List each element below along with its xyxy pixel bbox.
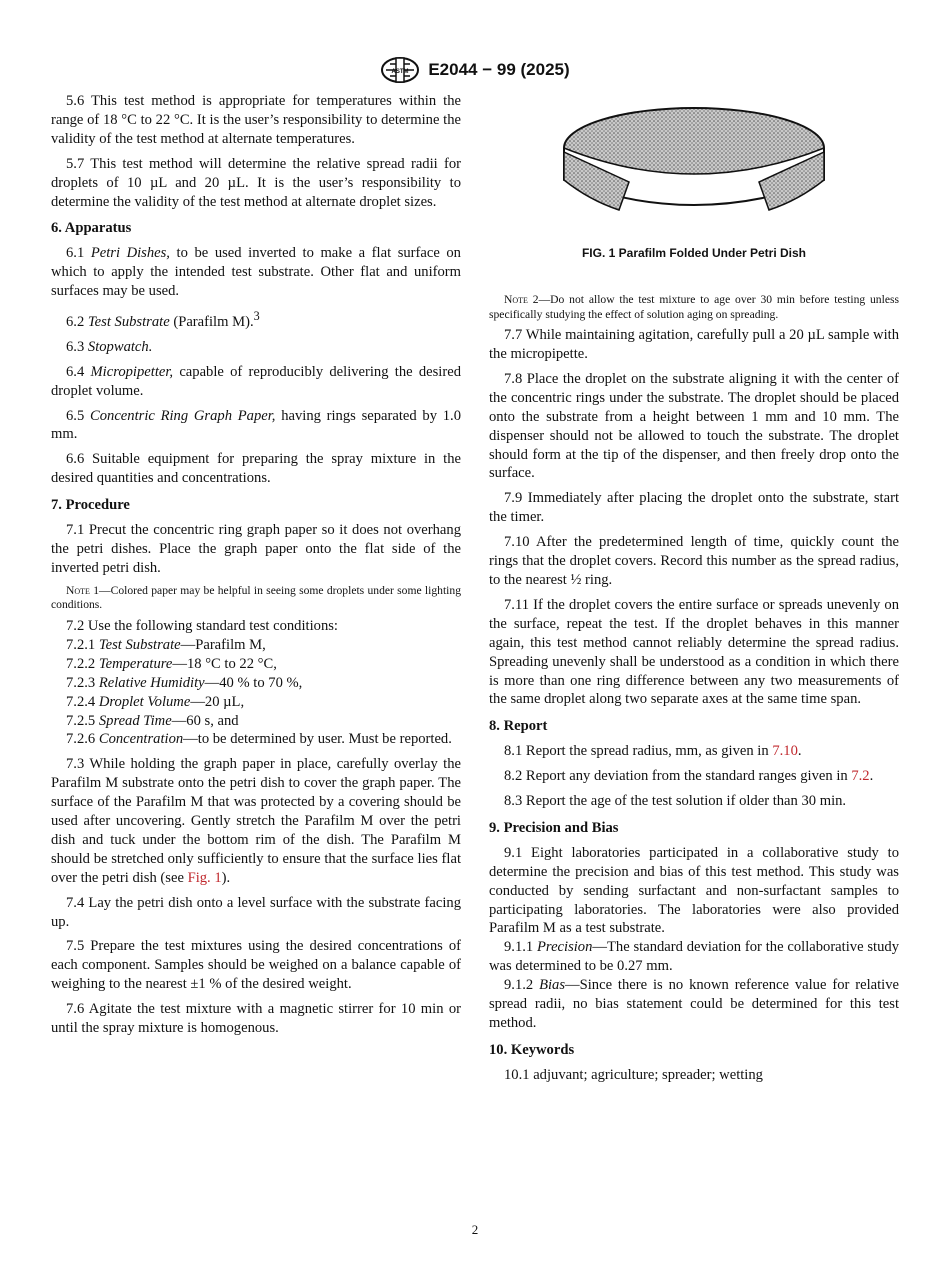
fig-1-link[interactable]: Fig. 1 <box>187 869 222 886</box>
paragraph-9-1-1: 9.1.1 Precision—The standard deviation for the collaborative study was determined to be 0.27 mm. <box>489 939 899 975</box>
paragraph-9-1: 9.1 Eight laboratories participated in a collaborative study to determine the precision and bias of this test method. This study was conducted by sending surfactant and non-surfactant samples to participating laboratories. The laboratories were also provided Parafilm M as a test substrate. <box>489 844 899 937</box>
paragraph-7-2: 7.2 Use the following standard test conditions: <box>66 617 338 634</box>
ref-7-2-link[interactable]: 7.2 <box>851 768 870 785</box>
paragraph-9-1-2: 9.1.2 Bias—Since there is no known reference value for relative spread radii, no bias statement could be determined for this test method. <box>489 977 899 1031</box>
condition-7-2-5: 7.2.5 Spread Time—60 s, and <box>66 712 239 729</box>
paragraph-8-1: 8.1 Report the spread radius, mm, as given in 7.10. <box>504 743 802 760</box>
paragraph-6-5: 6.5 Concentric Ring Graph Paper, having rings separated by 1.0 mm. <box>51 407 461 443</box>
paragraph-7-3: 7.3 While holding the graph paper in place, carefully overlay the Parafilm M substrate onto the petri dish to cover the graph paper. The surface of the Parafilm M that was protected by a covering should be used after uncovering. Gently stretch the Parafilm M over the petri dish and tuck under the bottom rim of the dish. The Parafilm M should be stretched only sufficiently to ensure that the surface lies flat over the petri dish (see Fig. 1). <box>51 756 461 886</box>
section-7-heading: 7. Procedure <box>51 497 130 514</box>
paragraph-5-6: 5.6 This test method is appropriate for temperatures within the range of 18 °C to 22 °C. It is the user’s responsibility to determine the validity of the test method at alternate temperatures. <box>51 93 461 147</box>
petri-dish-illustration <box>489 100 899 240</box>
left-column <box>51 92 461 1044</box>
logo-text: ASTM <box>391 69 409 75</box>
paragraph-7-6: 7.6 Agitate the test mixture with a magnetic stirrer for 10 min or until the spray mixture is homogenous. <box>51 1001 461 1037</box>
paragraph-7-8: 7.8 Place the droplet on the substrate aligning it with the center of the concentric rings under the substrate. The droplet should be placed onto the substrate from a height between 1 mm and 10 mm. The dispenser should not be allowed to touch the substrate. The droplet should form at the tip of the dispenser, and then freely drop onto the surface. <box>489 370 899 482</box>
paragraph-6-6: 6.6 Suitable equipment for preparing the spray mixture in the desired quantities and concentrations. <box>51 451 461 487</box>
paragraph-6-3: 6.3 Stopwatch. <box>66 338 153 355</box>
condition-7-2-6: 7.2.6 Concentration—to be determined by user. Must be reported. <box>66 731 452 748</box>
condition-7-2-4: 7.2.4 Droplet Volume—20 µL, <box>66 693 245 710</box>
section-6-heading: 6. Apparatus <box>51 220 132 237</box>
astm-logo-icon <box>380 56 420 84</box>
right-column <box>489 100 899 1091</box>
note-2: Note 2—Do not allow the test mixture to age over 30 min before testing unless specifically studying the effect of solution aging on spreading. <box>489 292 899 321</box>
section-10-heading: 10. Keywords <box>489 1041 575 1058</box>
figure-1-caption: FIG. 1 Parafilm Folded Under Petri Dish <box>581 246 807 260</box>
paragraph-8-2: 8.2 Report any deviation from the standard ranges given in 7.2. <box>504 768 874 785</box>
note-1: Note 1—Colored paper may be helpful in seeing some droplets under some lighting conditions. <box>51 583 461 612</box>
paragraph-6-2: 6.2 Test Substrate (Parafilm M).$^3$ <box>66 309 260 330</box>
document-designation: E2044 − 99 (2025) <box>428 60 570 79</box>
ref-7-10-link[interactable]: 7.10 <box>772 743 798 760</box>
paragraph-7-5: 7.5 Prepare the test mixtures using the desired concentrations of each component. Samples should be weighed on a balance capable of weighing to the nearest ±1 % of the desired weight. <box>51 938 461 993</box>
condition-7-2-1: 7.2.1 Test Substrate—Parafilm M, <box>66 636 266 653</box>
page-header <box>0 56 950 84</box>
section-8-heading: 8. Report <box>489 718 548 735</box>
condition-7-2-2: 7.2.2 Temperature—18 °C to 22 °C, <box>66 655 277 672</box>
paragraph-6-4: 6.4 Micropipetter, capable of reproducibly delivering the desired droplet volume. <box>51 363 462 399</box>
paragraph-7-4: 7.4 Lay the petri dish onto a level surface with the substrate facing up. <box>51 894 461 930</box>
condition-7-2-3: 7.2.3 Relative Humidity—40 % to 70 %, <box>66 674 303 691</box>
page-number: 2 <box>471 1222 479 1237</box>
section-9-heading: 9. Precision and Bias <box>489 819 619 836</box>
footnote-ref: 3 <box>253 309 260 324</box>
paragraph-8-3: 8.3 Report the age of the test solution if older than 30 min. <box>504 793 847 810</box>
paragraph-10-1: 10.1 adjuvant; agriculture; spreader; wetting <box>504 1066 763 1083</box>
paragraph-7-1: 7.1 Precut the concentric ring graph paper so it does not overhang the petri dishes. Place the graph paper onto the flat side of the inverted petri dish. <box>51 522 461 576</box>
paragraph-6-1: 6.1 Petri Dishes, to be used inverted to make a flat surface on which to apply the intended test substrate. Other flat and uniform surfaces may be used. <box>51 245 461 300</box>
paragraph-7-7: 7.7 While maintaining agitation, carefully pull a 20 µL sample with the micropipette. <box>489 327 899 362</box>
paragraph-7-10: 7.10 After the predetermined length of time, quickly count the rings that the droplet covers. Record this number as the spread radius, to the nearest ½ ring. <box>489 534 899 588</box>
paragraph-7-9: 7.9 Immediately after placing the droplet onto the substrate, start the timer. <box>489 490 899 526</box>
figure-1-parafilm-petri-dish <box>489 100 899 240</box>
paragraph-7-11: 7.11 If the droplet covers the entire surface or spreads unevenly on the surface, repeat the test. If the droplet behaves in this manner again, this test method cannot reliably determine the spread radius. Spreading unevenly shall be understood as a condition in which there is more than one ring difference between any two measurements of the same droplet along two separate axes at the same time span. <box>489 596 899 708</box>
paragraph-5-7: 5.7 This test method will determine the relative spread radii for droplets of 10 µL and 20 µL. It is the user’s responsibility to determine the validity of the test method at alternate droplet sizes. <box>51 155 461 210</box>
